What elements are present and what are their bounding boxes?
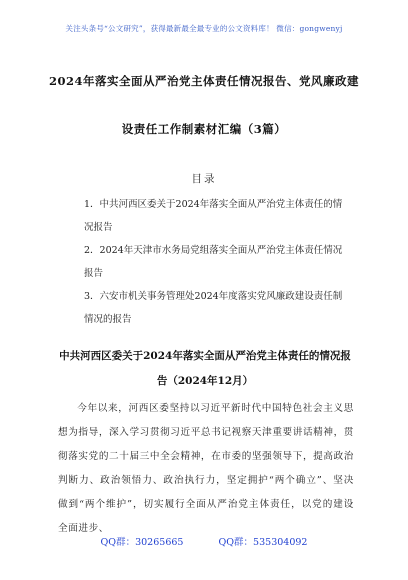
toc-item: 3．六安市机关事务管理处2024年度落实党风廉政建设责任制情况的报告 <box>84 291 343 325</box>
toc-item: 2．2024年天津市水务局党组落实全面从严治党主体责任情况报告 <box>84 245 343 279</box>
footer-qq-group-2: QQ群：535304092 <box>218 537 308 548</box>
footer-qq-group-1: QQ群：30265665 <box>100 537 184 548</box>
body-paragraph: 今年以来，河西区委坚持以习近平新时代中国特色社会主义思想为指导，深入学习贯彻习近平总书记视察天津重要讲话精神，贯彻落实党的二十届三中全会精神，在市委的坚强领导下，提高政治判断力、政治领悟力、政治执行力，坚定拥护“两个确立”、坚决做到“两个维护”，切实履行全面从严治党主体责任，以党的建设全面进步、 <box>58 403 354 534</box>
header-note: 关注头条号“公文研究”，获得最新最全最专业的公文资料库！ 微信：gongwenyj <box>65 24 343 33</box>
toc-heading: 目录 <box>191 173 217 185</box>
toc-item: 1．中共河西区委关于2024年落实全面从严治党主体责任的情况报告 <box>84 199 343 233</box>
document-title-line-1: 2024年落实全面从严治党主体责任情况报告、党风廉政建 <box>48 74 359 88</box>
document-title-line-2: 设责任工作制素材汇编（3篇） <box>121 122 287 136</box>
footer <box>0 534 408 548</box>
table-of-contents <box>84 193 346 331</box>
section-title: 中共河西区委关于2024年落实全面从严治党主体责任的情况报告（2024年12月） <box>59 350 351 387</box>
